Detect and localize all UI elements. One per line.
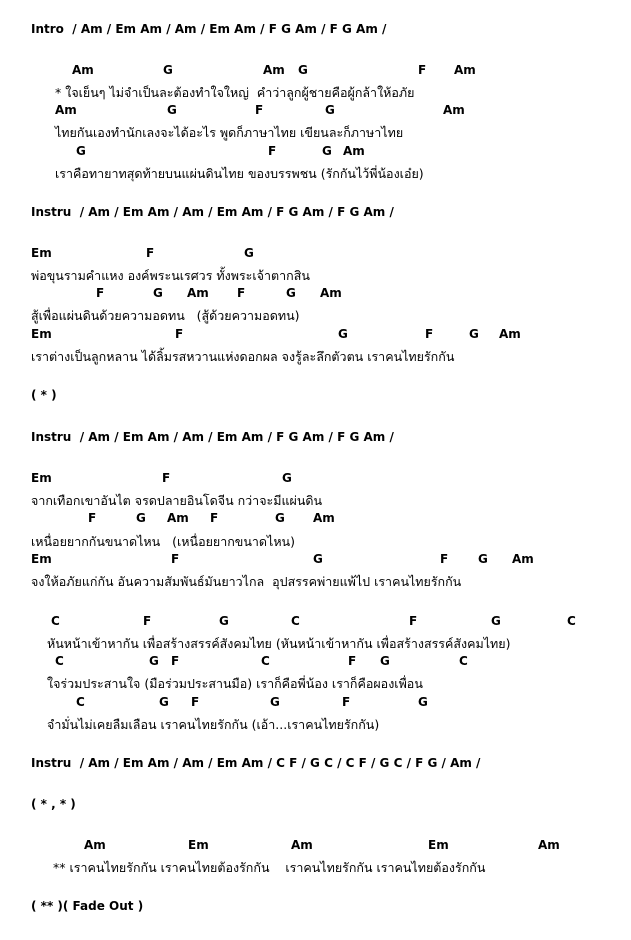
section-header bbox=[0, 795, 631, 815]
chord: F bbox=[418, 63, 427, 77]
lyric-line bbox=[0, 81, 631, 101]
chord-line bbox=[0, 284, 631, 304]
chord: G bbox=[286, 286, 296, 300]
chord: Am bbox=[167, 511, 189, 525]
lyric-line bbox=[0, 162, 631, 182]
lyric-text: ไทยกันเองทำนักเลงจะได้อะไร พูดก็ภาษาไทย เขียนละก็ภาษาไทย bbox=[55, 125, 404, 140]
lyric-text: จากเทือกเขาอันไต จรดปลายอินโดจีน กว่าจะมีแผ่นดิน bbox=[31, 493, 323, 508]
chord: Am bbox=[187, 286, 209, 300]
chord: G bbox=[219, 614, 229, 628]
lyric-line bbox=[0, 713, 631, 733]
section-header bbox=[0, 428, 631, 448]
chord: G bbox=[338, 327, 348, 341]
chord: G bbox=[76, 144, 86, 158]
chord: C bbox=[76, 695, 85, 709]
chord: C bbox=[291, 614, 300, 628]
chord: G bbox=[153, 286, 163, 300]
chord: G bbox=[418, 695, 428, 709]
chord: C bbox=[459, 654, 468, 668]
chord: F bbox=[342, 695, 351, 709]
lyric-text: เราต่างเป็นลูกหลาน ได้ลิ้มรสหวานแห่งดอกผล จงรู้ละลึกตัวตน เราคนไทยรักกัน bbox=[31, 349, 455, 364]
chord: G bbox=[313, 552, 323, 566]
lyric-text: พ่อขุนรามคำแหง องค์พระนเรศวร ทั้งพระเจ้าตากสิน bbox=[31, 268, 310, 283]
chord: G bbox=[478, 552, 488, 566]
chord-line bbox=[0, 652, 631, 672]
section-header bbox=[0, 203, 631, 223]
chord: G bbox=[491, 614, 501, 628]
chord: G bbox=[244, 246, 254, 260]
chord: Am bbox=[72, 63, 94, 77]
chord: G bbox=[322, 144, 332, 158]
chord-line bbox=[0, 325, 631, 345]
chord: F bbox=[143, 614, 152, 628]
lyric-line bbox=[0, 856, 631, 876]
chord: F bbox=[425, 327, 434, 341]
chord: F bbox=[146, 246, 155, 260]
chord: G bbox=[270, 695, 280, 709]
chord-line bbox=[0, 550, 631, 570]
section-label: ( * ) bbox=[31, 388, 57, 402]
chord: Am bbox=[84, 838, 106, 852]
chord: G bbox=[149, 654, 159, 668]
chord: Em bbox=[188, 838, 209, 852]
chord-line bbox=[0, 101, 631, 121]
chord-line bbox=[0, 142, 631, 162]
chord: Em bbox=[31, 552, 52, 566]
lyric-line bbox=[0, 121, 631, 141]
lyric-text: * ใจเย็นๆ ไม่จำเป็นละต้องทำใจใหญ่ คำว่าลูกผู้ชายคือผู้กล้าให้อภัย bbox=[55, 85, 415, 100]
chord: Em bbox=[31, 246, 52, 260]
chord: Am bbox=[454, 63, 476, 77]
chord: Em bbox=[31, 327, 52, 341]
section-label: Instru / Am / Em Am / Am / Em Am / C F / G C / C F / G C / F G / Am / bbox=[31, 756, 481, 770]
lyric-text: จงให้อภัยแก่กัน อันความสัมพันธ์มันยาวไกล อุปสรรคพ่ายแพ้ไป เราคนไทยรักกัน bbox=[31, 574, 462, 589]
chord: Am bbox=[320, 286, 342, 300]
chord: C bbox=[567, 614, 576, 628]
lyric-text: เหนื่อยยากกันขนาดไหน (เหนื่อยยากขนาดไหน) bbox=[31, 534, 295, 549]
section-label: Instru / Am / Em Am / Am / Em Am / F G Am / F G Am / bbox=[31, 205, 394, 219]
chord: C bbox=[51, 614, 60, 628]
chord: G bbox=[163, 63, 173, 77]
chord: G bbox=[275, 511, 285, 525]
section-header bbox=[0, 897, 631, 917]
lyric-line bbox=[0, 632, 631, 652]
chord: F bbox=[171, 552, 180, 566]
section-label: Intro / Am / Em Am / Am / Em Am / F G Am / F G Am / bbox=[31, 22, 387, 36]
chord: Am bbox=[313, 511, 335, 525]
chord: F bbox=[255, 103, 264, 117]
chord: F bbox=[96, 286, 105, 300]
section-header bbox=[0, 386, 631, 406]
chord: Am bbox=[343, 144, 365, 158]
chord-line bbox=[0, 244, 631, 264]
chord: Am bbox=[538, 838, 560, 852]
lyric-text: จำมั่นไม่เคยลืมเลือน เราคนไทยรักกัน (เอ้า...เราคนไทยรักกัน) bbox=[47, 717, 380, 732]
chord-line bbox=[0, 509, 631, 529]
chord: F bbox=[348, 654, 357, 668]
chord: Am bbox=[291, 838, 313, 852]
lyric-line bbox=[0, 264, 631, 284]
chord: G bbox=[136, 511, 146, 525]
chord: G bbox=[298, 63, 308, 77]
lyric-text: สู้เพื่อแผ่นดินด้วยความอดทน (สู้ด้วยความอดทน) bbox=[31, 308, 300, 323]
chord-line bbox=[0, 693, 631, 713]
chord: Em bbox=[428, 838, 449, 852]
lyric-line bbox=[0, 345, 631, 365]
section-label: Instru / Am / Em Am / Am / Em Am / F G Am / F G Am / bbox=[31, 430, 394, 444]
chord-line bbox=[0, 612, 631, 632]
chord: C bbox=[261, 654, 270, 668]
chord: F bbox=[88, 511, 97, 525]
lyric-text: เราคือทายาทสุดท้ายบนแผ่นดินไทย ของบรรพชน (รักกันไว้พี่น้องเอ๋ย) bbox=[55, 166, 424, 181]
chord: F bbox=[171, 654, 180, 668]
lyric-text: ใจร่วมประสานใจ (มือร่วมประสานมือ) เราก็คือพี่น้อง เราก็คือผองเพื่อน bbox=[47, 676, 423, 691]
section-header bbox=[0, 20, 631, 40]
chord: F bbox=[191, 695, 200, 709]
chord: Am bbox=[55, 103, 77, 117]
chord: F bbox=[268, 144, 277, 158]
chord: Em bbox=[31, 471, 52, 485]
chord-line bbox=[0, 469, 631, 489]
chord: Am bbox=[443, 103, 465, 117]
chord: Am bbox=[499, 327, 521, 341]
chord: Am bbox=[263, 63, 285, 77]
lyric-line bbox=[0, 570, 631, 590]
lyric-line bbox=[0, 304, 631, 324]
chord: C bbox=[55, 654, 64, 668]
chord: Am bbox=[512, 552, 534, 566]
chord: G bbox=[159, 695, 169, 709]
chord: F bbox=[440, 552, 449, 566]
chord: F bbox=[237, 286, 246, 300]
chord-line bbox=[0, 61, 631, 81]
chord: G bbox=[325, 103, 335, 117]
section-label: ( * , * ) bbox=[31, 797, 76, 811]
lyric-line bbox=[0, 672, 631, 692]
section-header bbox=[0, 754, 631, 774]
chord: F bbox=[175, 327, 184, 341]
lyric-line bbox=[0, 489, 631, 509]
chord-line bbox=[0, 836, 631, 856]
chord: G bbox=[167, 103, 177, 117]
chord: F bbox=[409, 614, 418, 628]
lyric-text: ** เราคนไทยรักกัน เราคนไทยต้องรักกัน เราคนไทยรักกัน เราคนไทยต้องรักกัน bbox=[53, 860, 486, 875]
chord: G bbox=[469, 327, 479, 341]
chord: G bbox=[282, 471, 292, 485]
chord: F bbox=[162, 471, 171, 485]
chord: F bbox=[210, 511, 219, 525]
lyric-line bbox=[0, 530, 631, 550]
section-label: ( ** )( Fade Out ) bbox=[31, 899, 144, 913]
chord: G bbox=[380, 654, 390, 668]
lyric-text: หันหน้าเข้าหากัน เพื่อสร้างสรรค์สังคมไทย (หันหน้าเข้าหากัน เพื่อสร้างสรรค์สังคมไทย) bbox=[47, 636, 511, 651]
